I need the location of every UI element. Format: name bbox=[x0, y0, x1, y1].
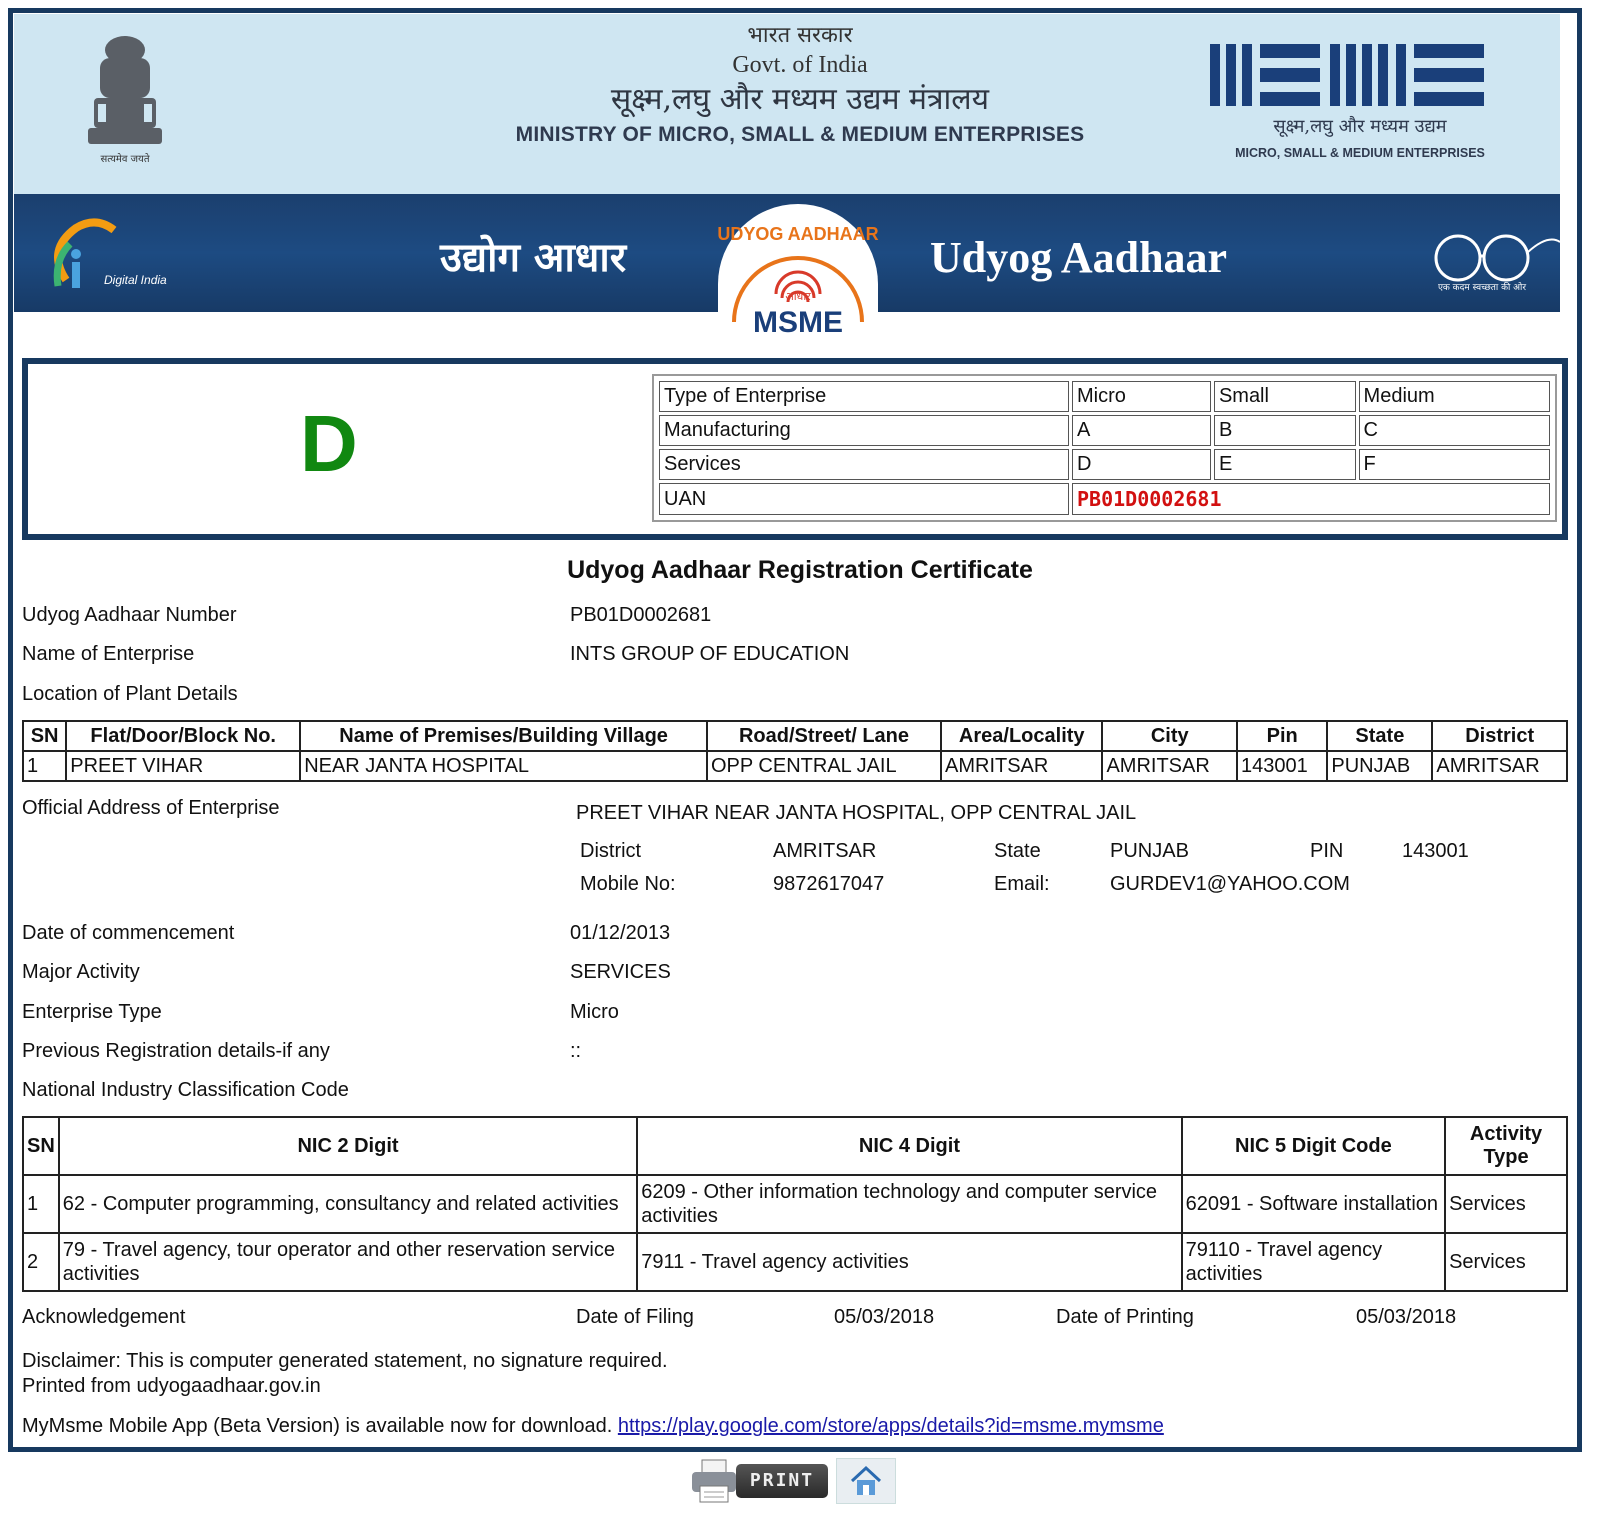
email-value: GURDEV1@YAHOO.COM bbox=[1110, 873, 1350, 895]
app-notice bbox=[22, 1415, 1164, 1438]
category-cell: Type of Enterprise bbox=[659, 381, 1069, 412]
official-address-label: Official Address of Enterprise bbox=[22, 797, 280, 819]
nic-table-header: SN bbox=[23, 1117, 59, 1175]
plant-table-cell: 1 bbox=[23, 751, 66, 781]
nic-label: National Industry Classification Code bbox=[22, 1079, 349, 1101]
uan-number-value: PB01D0002681 bbox=[570, 604, 712, 626]
state-value: PUNJAB bbox=[1110, 840, 1189, 862]
table-row bbox=[23, 1175, 1567, 1233]
svg-text:MSME: MSME bbox=[753, 306, 843, 338]
home-icon bbox=[849, 1465, 883, 1497]
filing-date-label: Date of Filing bbox=[576, 1306, 694, 1328]
svg-text:सत्यमेव जयते: सत्यमेव जयते bbox=[100, 154, 150, 165]
enterprise-name-label: Name of Enterprise bbox=[22, 643, 195, 665]
acknowledgement-label: Acknowledgement bbox=[22, 1306, 186, 1328]
nic-table-cell: 7911 - Travel agency activities bbox=[637, 1233, 1181, 1291]
msme-english: MICRO, SMALL & MEDIUM ENTERPRISES bbox=[1235, 146, 1485, 160]
mobile-value: 9872617047 bbox=[773, 873, 885, 895]
enterprise-name-value: INTS GROUP OF EDUCATION bbox=[570, 643, 850, 665]
printer-icon[interactable] bbox=[690, 1458, 738, 1504]
district-value: AMRITSAR bbox=[773, 840, 877, 862]
udyog-aadhaar-english: Udyog Aadhaar bbox=[930, 233, 1228, 282]
plant-table-cell: OPP CENTRAL JAIL bbox=[707, 751, 941, 781]
app-download-link[interactable]: https://play.google.com/store/apps/details?id=msme.mymsme bbox=[617, 1415, 1164, 1437]
commencement-value: 01/12/2013 bbox=[570, 922, 671, 944]
nic-table-header: NIC 2 Digit bbox=[59, 1117, 637, 1175]
plant-table-cell: AMRITSAR bbox=[941, 751, 1102, 781]
app-notice-text: MyMsme Mobile App (Beta Version) is available now for download. bbox=[22, 1415, 613, 1437]
category-cell: C bbox=[1359, 415, 1550, 446]
svg-text:UDYOG AADHAAR: UDYOG AADHAAR bbox=[717, 224, 879, 244]
plant-table-cell: PREET VIHAR bbox=[66, 751, 300, 781]
digital-india-logo-icon bbox=[36, 210, 186, 300]
nic-table-cell: 6209 - Other information technology and computer service activities bbox=[637, 1175, 1181, 1233]
category-letter: D bbox=[300, 399, 358, 488]
nic-table-cell: 1 bbox=[23, 1175, 59, 1233]
plant-table-cell: 143001 bbox=[1237, 751, 1327, 781]
nic-table-cell: 62091 - Software installation bbox=[1182, 1175, 1445, 1233]
plant-table-header: State bbox=[1327, 721, 1432, 751]
plant-table-cell: AMRITSAR bbox=[1102, 751, 1237, 781]
msme-logo-icon bbox=[1210, 40, 1510, 110]
filing-date-value: 05/03/2018 bbox=[834, 1306, 935, 1328]
printing-date-value: 05/03/2018 bbox=[1356, 1306, 1457, 1328]
category-cell: Medium bbox=[1359, 381, 1550, 412]
enterprise-type-table bbox=[652, 374, 1557, 522]
gov-hindi: भारत सरकार bbox=[747, 23, 853, 48]
plant-table-header: Name of Premises/Building Village bbox=[300, 721, 707, 751]
plant-details-label: Location of Plant Details bbox=[22, 683, 238, 705]
printed-from: Printed from udyogaadhaar.gov.in bbox=[22, 1375, 321, 1397]
plant-table-header: City bbox=[1102, 721, 1237, 751]
uan-value: PB01D0002681 bbox=[1072, 483, 1550, 515]
nic-table-cell: 79110 - Travel agency activities bbox=[1182, 1233, 1445, 1291]
official-address-line: PREET VIHAR NEAR JANTA HOSPITAL, OPP CENTRAL JAIL bbox=[576, 802, 1137, 824]
nic-table-cell: 79 - Travel agency, tour operator and other reservation service activities bbox=[59, 1233, 637, 1291]
plant-table-cell: NEAR JANTA HOSPITAL bbox=[300, 751, 707, 781]
plant-table-header: District bbox=[1432, 721, 1567, 751]
pin-label: PIN bbox=[1310, 840, 1344, 862]
plant-location-table bbox=[22, 720, 1568, 782]
plant-table-cell: AMRITSAR bbox=[1432, 751, 1567, 781]
nic-code-table bbox=[22, 1116, 1568, 1292]
enterprise-type-label: Enterprise Type bbox=[22, 1001, 162, 1023]
category-row bbox=[659, 449, 1550, 480]
mobile-label: Mobile No: bbox=[580, 873, 676, 895]
svg-text:Digital India: Digital India bbox=[104, 273, 167, 287]
nic-table-header: Activity Type bbox=[1445, 1117, 1567, 1175]
nic-table-header: NIC 5 Digit Code bbox=[1182, 1117, 1445, 1175]
uan-row bbox=[659, 483, 1550, 515]
previous-registration-value: :: bbox=[570, 1040, 582, 1062]
ministry-english: MINISTRY OF MICRO, SMALL & MEDIUM ENTERPRISES bbox=[515, 123, 1085, 146]
gov-english: Govt. of India bbox=[732, 52, 868, 78]
category-cell: Services bbox=[659, 449, 1069, 480]
major-activity-label: Major Activity bbox=[22, 961, 140, 983]
district-label: District bbox=[580, 840, 642, 862]
plant-table-header: Area/Locality bbox=[941, 721, 1102, 751]
table-row bbox=[23, 1233, 1567, 1291]
udyog-aadhaar-hindi: उद्योग आधार bbox=[440, 234, 627, 281]
category-row bbox=[659, 415, 1550, 446]
svg-text:आधार: आधार bbox=[785, 290, 811, 303]
printing-date-label: Date of Printing bbox=[1056, 1306, 1194, 1328]
print-button[interactable]: PRINT bbox=[736, 1464, 828, 1498]
state-label: State bbox=[994, 840, 1041, 862]
home-button[interactable] bbox=[836, 1458, 896, 1504]
msme-hindi: सूक्ष्म,लघु और मध्यम उद्यम bbox=[1273, 116, 1447, 137]
category-cell: B bbox=[1214, 415, 1356, 446]
category-cell: Manufacturing bbox=[659, 415, 1069, 446]
plant-table-header: Road/Street/ Lane bbox=[707, 721, 941, 751]
pin-value: 143001 bbox=[1402, 840, 1469, 862]
disclaimer: Disclaimer: This is computer generated statement, no signature required. bbox=[22, 1350, 668, 1372]
category-cell: D bbox=[1072, 449, 1211, 480]
commencement-label: Date of commencement bbox=[22, 922, 235, 944]
major-activity-value: SERVICES bbox=[570, 961, 671, 983]
nic-table-cell: Services bbox=[1445, 1175, 1567, 1233]
uan-label: UAN bbox=[659, 483, 1069, 515]
plant-table-header: Flat/Door/Block No. bbox=[66, 721, 300, 751]
nic-table-cell: 2 bbox=[23, 1233, 59, 1291]
svg-text:एक कदम स्वच्छता की ओर: एक कदम स्वच्छता की ओर bbox=[1437, 283, 1527, 293]
enterprise-type-value: Micro bbox=[570, 1001, 619, 1023]
category-cell: Small bbox=[1214, 381, 1356, 412]
udyog-aadhaar-seal-icon bbox=[710, 204, 886, 338]
nic-table-cell: Services bbox=[1445, 1233, 1567, 1291]
government-title bbox=[420, 22, 1180, 150]
certificate-title: Udyog Aadhaar Registration Certificate bbox=[567, 556, 1033, 584]
category-cell: A bbox=[1072, 415, 1211, 446]
category-cell: E bbox=[1214, 449, 1356, 480]
swachh-bharat-logo-icon bbox=[1418, 228, 1568, 298]
plant-table-header: Pin bbox=[1237, 721, 1327, 751]
category-row bbox=[659, 381, 1550, 412]
previous-registration-label: Previous Registration details-if any bbox=[22, 1040, 330, 1062]
plant-table-header: SN bbox=[23, 721, 66, 751]
table-row bbox=[23, 751, 1567, 781]
ministry-hindi: सूक्ष्म,लघु और मध्यम उद्यम मंत्रालय bbox=[610, 82, 990, 117]
category-cell: Micro bbox=[1072, 381, 1211, 412]
nic-table-cell: 62 - Computer programming, consultancy and related activities bbox=[59, 1175, 637, 1233]
national-emblem-icon bbox=[70, 28, 180, 168]
email-label: Email: bbox=[994, 873, 1050, 895]
uan-number-label: Udyog Aadhaar Number bbox=[22, 604, 237, 626]
category-cell: F bbox=[1359, 449, 1550, 480]
nic-table-header: NIC 4 Digit bbox=[637, 1117, 1181, 1175]
plant-table-cell: PUNJAB bbox=[1327, 751, 1432, 781]
